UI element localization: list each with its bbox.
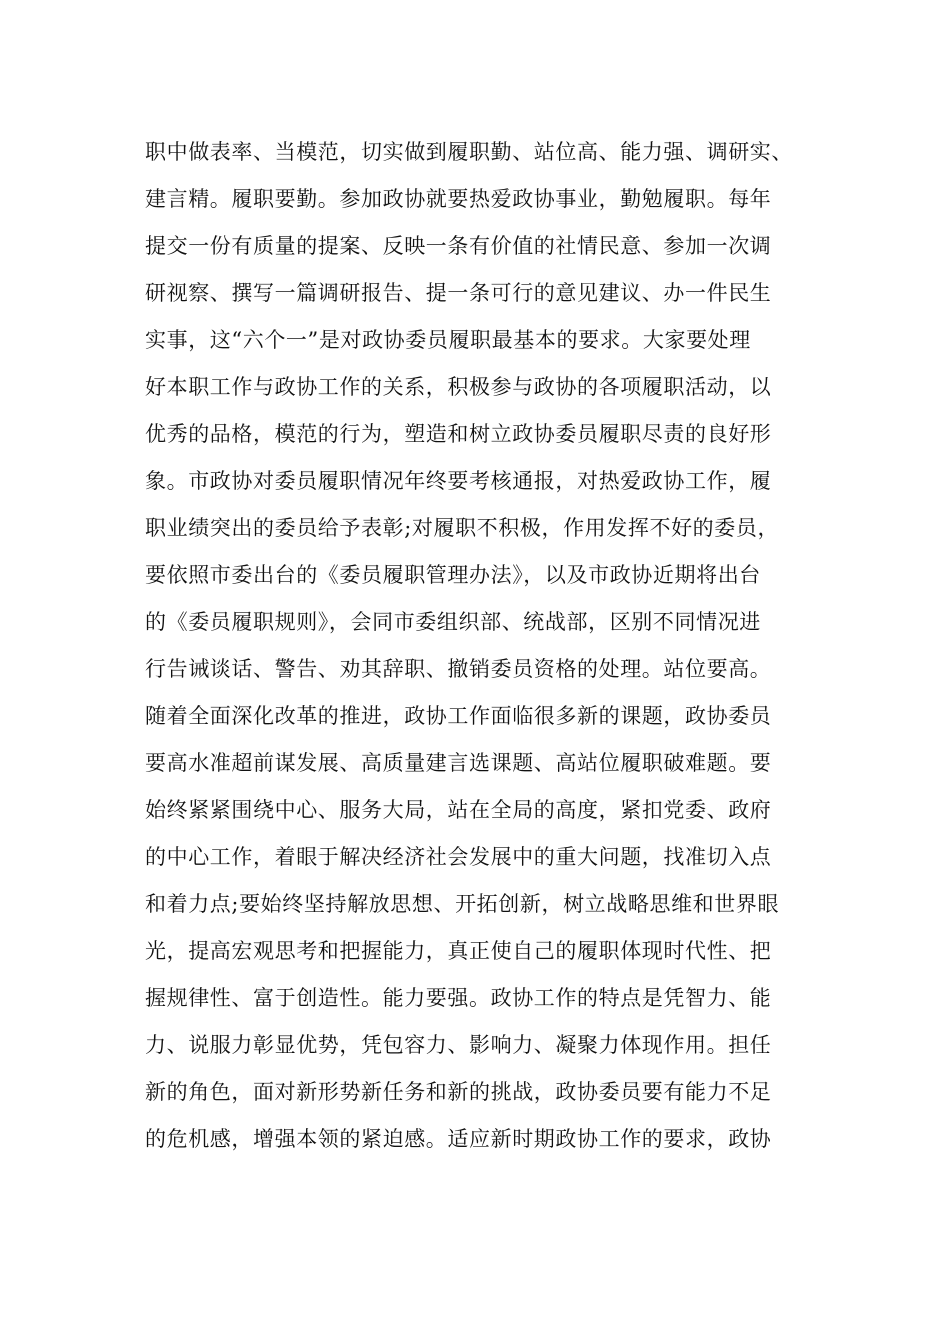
text-line: 优秀的品格，模范的行为，塑造和树立政协委员履职尽责的良好形	[145, 422, 772, 446]
text-line: 职中做表率、当模范，切实做到履职勤、站位高、能力强、调研实、	[145, 140, 793, 164]
text-line: 新的角色，面对新形势新任务和新的挑战，政协委员要有能力不足	[145, 1080, 772, 1104]
text-line: 实事，这“六个一”是对政协委员履职最基本的要求。大家要处理	[145, 328, 751, 352]
text-line: 随着全面深化改革的推进，政协工作面临很多新的课题，政协委员	[145, 704, 772, 728]
text-line: 好本职工作与政协工作的关系，积极参与政协的各项履职活动，以	[145, 375, 772, 399]
text-line: 的危机感，增强本领的紧迫感。适应新时期政协工作的要求，政协	[145, 1127, 772, 1151]
text-line: 要依照市委出台的《委员履职管理办法》，以及市政协近期将出台	[145, 563, 761, 587]
text-line: 光，提高宏观思考和把握能力，真正使自己的履职体现时代性、把	[145, 939, 772, 963]
text-line: 行告诫谈话、警告、劝其辞职、撤销委员资格的处理。站位要高。	[145, 657, 772, 681]
text-line: 象。市政协对委员履职情况年终要考核通报，对热爱政协工作，履	[145, 469, 772, 493]
text-line: 的《委员履职规则》，会同市委组织部、统战部，区别不同情况进	[145, 610, 761, 634]
text-line: 要高水准超前谋发展、高质量建言选课题、高站位履职破难题。要	[145, 751, 772, 775]
text-line: 握规律性、富于创造性。能力要强。政协工作的特点是凭智力、能	[145, 986, 772, 1010]
text-line: 始终紧紧围绕中心、服务大局，站在全局的高度，紧扣党委、政府	[145, 798, 772, 822]
text-line: 建言精。履职要勤。参加政协就要热爱政协事业，勤勉履职。每年	[145, 187, 772, 211]
text-line: 的中心工作，着眼于解决经济社会发展中的重大问题，找准切入点	[145, 845, 772, 869]
text-line: 职业绩突出的委员给予表彰;对履职不积极，作用发挥不好的委员，	[145, 516, 780, 540]
text-line: 研视察、撰写一篇调研报告、提一条可行的意见建议、办一件民生	[145, 281, 772, 305]
text-line: 提交一份有质量的提案、反映一条有价值的社情民意、参加一次调	[145, 234, 772, 258]
text-line: 和着力点;要始终坚持解放思想、开拓创新，树立战略思维和世界眼	[145, 892, 780, 916]
body-text	[145, 129, 825, 1163]
text-line: 力、说服力彰显优势，凭包容力、影响力、凝聚力体现作用。担任	[145, 1033, 772, 1057]
